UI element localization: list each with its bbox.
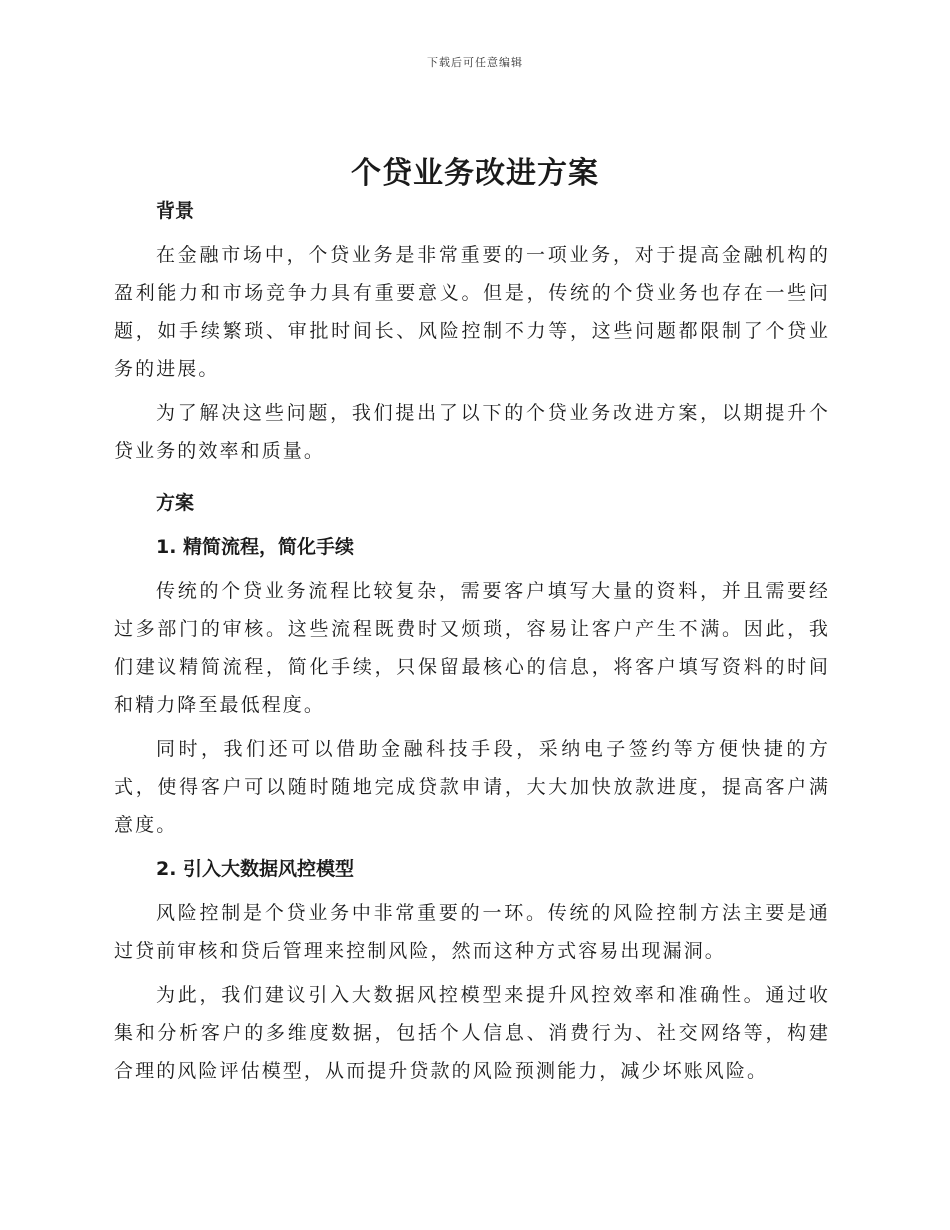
section-heading-plan: 方案	[156, 492, 195, 514]
paragraph-item1-1: 传统的个贷业务流程比较复杂，需要客户填写大量的资料，并且需要经过多部门的审核。这些流程既费时又烦琐，容易让客户产生不满。因此，我们建议精简流程，简化手续，只保留最核心的信息，将客户填写资料的时间和精力降至最低程度。	[114, 580, 830, 716]
paragraph-item2-1: 风险控制是个贷业务中非常重要的一环。传统的风险控制方法主要是通过贷前审核和贷后管理来控制风险，然而这种方式容易出现漏洞。	[114, 902, 830, 962]
section-heading-background: 背景	[156, 200, 195, 222]
subsection-heading-1: 1. 精简流程，简化手续	[156, 536, 355, 558]
document-title: 个贷业务改进方案	[351, 156, 599, 191]
document-body	[114, 192, 830, 1090]
paragraph-item1-2: 同时，我们还可以借助金融科技手段，采纳电子签约等方便快捷的方式，使得客户可以随时随地完成贷款申请，大大加快放款进度，提高客户满意度。	[114, 738, 830, 836]
subsection-heading-2: 2. 引入大数据风控模型	[156, 858, 355, 880]
page-header-note: 下载后可任意编辑	[427, 56, 523, 69]
paragraph-item2-2: 为此，我们建议引入大数据风控模型来提升风控效率和准确性。通过收集和分析客户的多维度数据，包括个人信息、消费行为、社交网络等，构建合理的风险评估模型，从而提升贷款的风险预测能力，减少坏账风险。	[114, 984, 830, 1082]
paragraph-background-1: 在金融市场中，个贷业务是非常重要的一项业务，对于提高金融机构的盈利能力和市场竞争力具有重要意义。但是，传统的个贷业务也存在一些问题，如手续繁琐、审批时间长、风险控制不力等，这些问题都限制了个贷业务的进展。	[114, 244, 830, 380]
paragraph-background-2: 为了解决这些问题，我们提出了以下的个贷业务改进方案，以期提升个贷业务的效率和质量。	[114, 402, 830, 462]
